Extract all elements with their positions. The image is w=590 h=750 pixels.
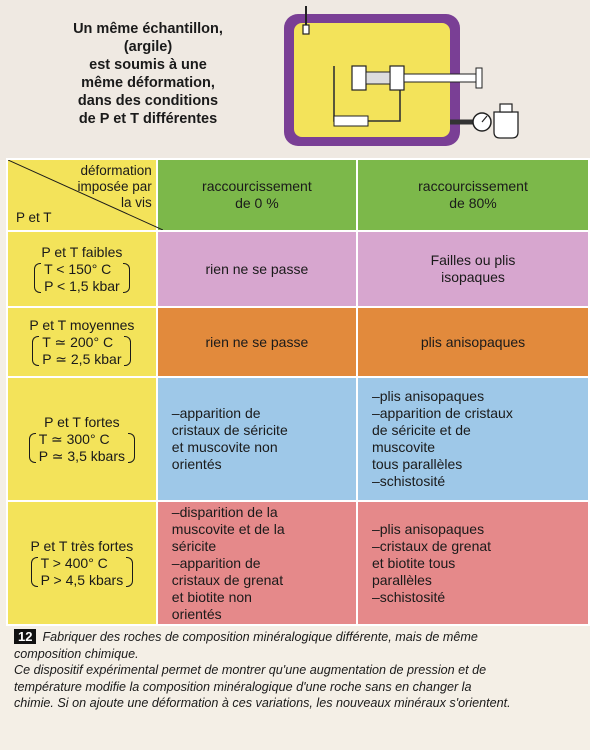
row-header-low <box>7 231 157 307</box>
intro-line: Un même échantillon, <box>73 21 223 37</box>
pump-cap <box>500 104 512 112</box>
pressure-cell-apparatus-illustration <box>282 6 532 152</box>
cell-line: –apparition de cristaux <box>371 405 513 421</box>
cell-medium-0pct <box>157 307 357 377</box>
cell-low-0pct <box>157 231 357 307</box>
intro-line: dans des conditions <box>77 93 219 109</box>
figure-header <box>0 0 590 160</box>
intro-line: même déformation, <box>81 75 215 91</box>
cell-high-80pct <box>357 377 589 501</box>
corner-line: la vis <box>121 195 152 210</box>
row-title: P et T fortes <box>44 413 120 430</box>
cell-line: et biotite non <box>171 588 252 605</box>
sample-holder-left <box>352 66 366 90</box>
conditions-bracket <box>32 334 131 368</box>
cell-very-high-80pct <box>357 501 589 625</box>
deformation-screw <box>404 74 476 82</box>
row-header-very-high <box>7 501 157 625</box>
cell-line: et muscovite non <box>171 439 278 455</box>
cell-line: –apparition de <box>171 405 261 421</box>
caption-title <box>14 629 582 662</box>
cell-line: et biotite tous <box>371 554 456 571</box>
intro-line: est soumis à une <box>89 57 207 73</box>
temperature-condition: T ≃ 200° C <box>42 333 114 350</box>
cell-line: rien ne se passe <box>205 260 309 277</box>
corner-cell <box>7 159 157 231</box>
cell-medium-80pct <box>357 307 589 377</box>
cell-line: plis anisopaques <box>420 333 526 350</box>
figure-number-badge: 12 <box>14 629 36 644</box>
conditions-bracket <box>31 555 134 589</box>
cell-line: muscovite et de la <box>171 520 285 537</box>
table-row <box>7 501 589 625</box>
row-title: P et T très fortes <box>30 537 134 554</box>
pressure-condition: P > 4,5 kbars <box>40 571 124 588</box>
table-row <box>7 307 589 377</box>
cell-line: orientés <box>171 605 222 622</box>
cell-line: –cristaux de grenat <box>371 537 492 554</box>
column-header-0pct <box>157 159 357 231</box>
cell-line: isopaques <box>441 269 505 285</box>
conditions-bracket <box>29 431 135 465</box>
cell-line: de séricite et de <box>371 422 471 438</box>
caption-body-line: température modifie la composition minéralogique d'une roche sans en changer la <box>14 679 472 694</box>
column-header-line: de 0 % <box>235 195 279 211</box>
cell-line: –disparition de la <box>171 503 278 520</box>
cell-line: –plis anisopaques <box>371 388 485 404</box>
corner-top-label <box>32 163 152 211</box>
table-row <box>7 377 589 501</box>
cell-line: muscovite <box>371 439 436 455</box>
pump-reservoir <box>494 112 518 138</box>
row-header-medium <box>7 307 157 377</box>
caption-title-line: composition chimique. <box>14 646 139 661</box>
caption-title-line: Fabriquer des roches de composition minéralogique différente, mais de même <box>42 630 478 644</box>
results-table <box>6 158 590 626</box>
column-header-line: raccourcissement <box>418 178 528 194</box>
caption-body <box>14 662 582 712</box>
conditions-bracket <box>34 261 130 295</box>
intro-line: de P et T différentes <box>78 111 218 127</box>
cell-low-80pct <box>357 231 589 307</box>
cell-line: parallèles <box>371 571 432 588</box>
pressure-condition: P ≃ 2,5 kbar <box>42 350 122 367</box>
column-header-line: de 80% <box>449 195 497 211</box>
cell-line: –apparition de <box>171 554 261 571</box>
sample-holder-right <box>390 66 404 90</box>
cell-line: –plis anisopaques <box>371 520 485 537</box>
cell-line: rien ne se passe <box>205 333 309 350</box>
intro-text <box>18 20 278 128</box>
row-header-high <box>7 377 157 501</box>
base-plate <box>334 116 368 126</box>
cell-high-0pct <box>157 377 357 501</box>
row-title: P et T faibles <box>41 243 123 260</box>
cell-line: Failles ou plis <box>430 252 516 268</box>
temperature-condition: T ≃ 300° C <box>38 430 110 447</box>
figure-caption <box>14 629 582 712</box>
screw-handle <box>476 68 482 88</box>
corner-line: déformation <box>80 163 152 178</box>
caption-body-line: Ce dispositif expérimental permet de montrer qu'une augmentation de pression et de <box>14 663 487 677</box>
temperature-condition: T > 400° C <box>40 554 108 571</box>
cell-very-high-0pct <box>157 501 357 625</box>
cell-line: –schistosité <box>371 588 446 605</box>
cell-line: tous parallèles <box>371 456 463 472</box>
column-header-line: raccourcissement <box>202 178 312 194</box>
cell-line: orientés <box>171 456 222 472</box>
cell-line: séricite <box>171 537 217 554</box>
cell-line: –schistosité <box>371 473 446 489</box>
thermocouple-tip <box>303 25 309 34</box>
column-header-80pct <box>357 159 589 231</box>
corner-bottom-label: P et T <box>16 210 52 225</box>
corner-line: imposée par <box>77 179 152 194</box>
sample <box>366 72 390 84</box>
pressure-condition: P ≃ 3,5 kbars <box>38 447 125 464</box>
intro-line: (argile) <box>123 39 173 55</box>
table-header-row <box>7 159 589 231</box>
cell-line: cristaux de séricite <box>171 422 288 438</box>
pressure-condition: P < 1,5 kbar <box>44 277 120 294</box>
cell-line: cristaux de grenat <box>171 571 284 588</box>
table-row <box>7 231 589 307</box>
temperature-condition: T < 150° C <box>44 260 112 277</box>
row-title: P et T moyennes <box>29 316 135 333</box>
caption-body-line: chimie. Si on ajoute une déformation à ces variations, les nouveaux minéraux s'orientent. <box>14 696 511 710</box>
